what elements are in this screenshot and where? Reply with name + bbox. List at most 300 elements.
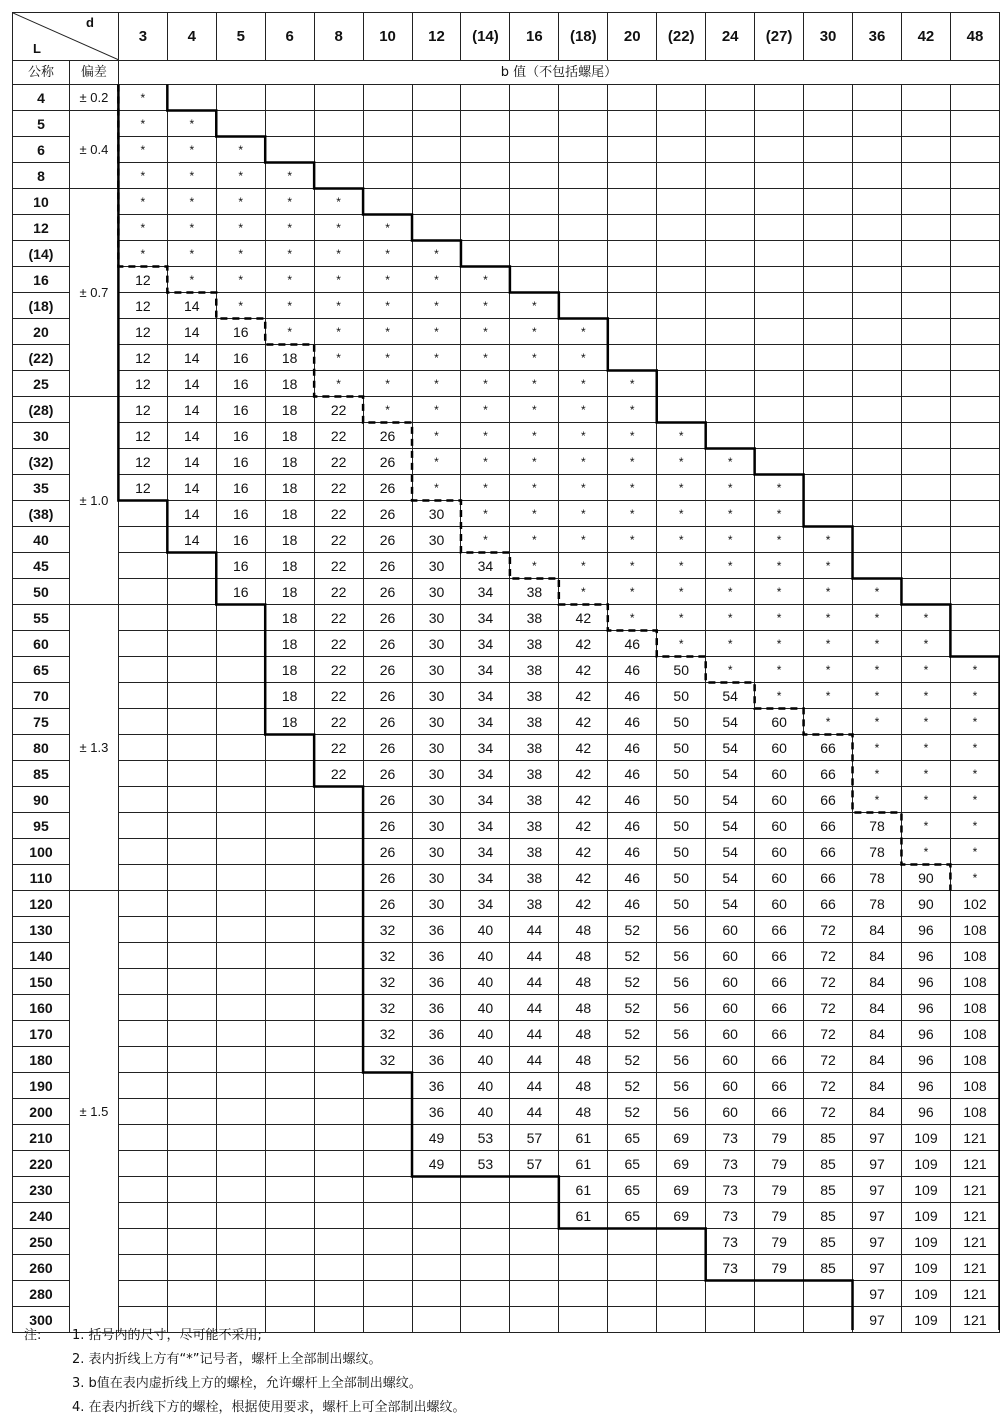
b-value-cell	[314, 1281, 363, 1307]
b-value-cell: 22	[314, 761, 363, 787]
b-value-cell	[559, 137, 608, 163]
b-value-cell	[804, 137, 853, 163]
b-value-cell: *	[657, 605, 706, 631]
b-value-cell	[461, 1307, 510, 1333]
b-value-cell	[314, 1125, 363, 1151]
b-value-cell	[608, 1229, 657, 1255]
b-value-cell: 18	[265, 553, 314, 579]
b-value-cell	[901, 397, 950, 423]
b-value-cell: *	[608, 579, 657, 605]
b-value-cell: 79	[755, 1151, 804, 1177]
b-value-cell	[657, 189, 706, 215]
b-value-cell	[363, 1281, 412, 1307]
b-value-cell	[216, 1177, 265, 1203]
table-row	[13, 293, 1000, 319]
b-value-cell: 30	[412, 813, 461, 839]
b-value-cell: 34	[461, 891, 510, 917]
b-value-cell	[118, 501, 167, 527]
b-value-cell: 38	[510, 865, 559, 891]
b-value-cell	[510, 111, 559, 137]
b-value-cell: 84	[853, 1073, 902, 1099]
b-value-cell	[265, 865, 314, 891]
b-value-cell: 38	[510, 657, 559, 683]
table-row	[13, 85, 1000, 111]
b-value-cell	[559, 1307, 608, 1333]
b-value-cell: *	[510, 553, 559, 579]
b-value-cell	[853, 267, 902, 293]
length-cell: 60	[13, 631, 70, 657]
length-cell: 20	[13, 319, 70, 345]
b-value-cell: 34	[461, 579, 510, 605]
b-value-cell	[853, 163, 902, 189]
length-cell: 150	[13, 969, 70, 995]
nominal-label: 公称	[13, 61, 70, 85]
b-value-cell: *	[265, 215, 314, 241]
b-value-cell	[314, 865, 363, 891]
length-cell: 300	[13, 1307, 70, 1333]
b-value-cell	[216, 995, 265, 1021]
b-value-cell: 66	[755, 995, 804, 1021]
b-value-cell: 65	[608, 1203, 657, 1229]
b-value-cell	[314, 995, 363, 1021]
b-value-cell: *	[510, 345, 559, 371]
length-cell: 10	[13, 189, 70, 215]
diameter-header-cell: 4	[167, 13, 216, 61]
b-value-cell: 42	[559, 865, 608, 891]
bolt-thread-length-table	[12, 12, 1000, 1333]
b-value-cell: 66	[804, 735, 853, 761]
b-value-cell: 60	[706, 1021, 755, 1047]
b-value-cell: 46	[608, 865, 657, 891]
b-value-cell	[118, 787, 167, 813]
b-value-cell	[510, 1229, 559, 1255]
b-value-cell: 34	[461, 735, 510, 761]
table-row	[13, 371, 1000, 397]
b-value-cell: 73	[706, 1255, 755, 1281]
b-value-cell: 46	[608, 839, 657, 865]
b-value-cell: 26	[363, 553, 412, 579]
b-value-cell: 48	[559, 1073, 608, 1099]
b-value-cell: *	[559, 475, 608, 501]
b-value-cell: *	[510, 449, 559, 475]
b-value-cell: 73	[706, 1125, 755, 1151]
length-cell: 5	[13, 111, 70, 137]
b-value-cell	[901, 319, 950, 345]
length-cell: 95	[13, 813, 70, 839]
b-value-cell	[901, 501, 950, 527]
b-value-cell: 18	[265, 631, 314, 657]
b-value-cell: 84	[853, 943, 902, 969]
b-value-cell	[265, 1151, 314, 1177]
b-value-cell: 57	[510, 1151, 559, 1177]
b-value-cell: *	[901, 605, 950, 631]
table-row	[13, 1099, 1000, 1125]
b-value-cell: 18	[265, 605, 314, 631]
b-value-cell: 34	[461, 839, 510, 865]
b-value-cell: 84	[853, 1099, 902, 1125]
b-value-cell	[167, 787, 216, 813]
b-value-cell: 16	[216, 449, 265, 475]
b-value-cell	[314, 1307, 363, 1333]
b-value-cell	[901, 527, 950, 553]
b-value-cell	[118, 1255, 167, 1281]
b-value-cell: 69	[657, 1125, 706, 1151]
b-value-cell	[657, 319, 706, 345]
b-value-cell: *	[216, 293, 265, 319]
b-value-cell	[853, 423, 902, 449]
b-value-cell: *	[657, 501, 706, 527]
b-value-cell	[510, 137, 559, 163]
b-value-cell: 30	[412, 787, 461, 813]
b-value-cell	[608, 215, 657, 241]
b-value-cell: *	[755, 553, 804, 579]
b-value-cell	[118, 631, 167, 657]
b-value-cell	[314, 137, 363, 163]
note-4: 4. 在表内折线下方的螺栓，根据使用要求，螺杆上可全部制出螺纹。	[72, 1400, 466, 1415]
b-value-cell: *	[559, 501, 608, 527]
b-value-cell: 54	[706, 761, 755, 787]
b-value-cell	[950, 293, 999, 319]
b-value-cell: *	[706, 553, 755, 579]
diameter-header-cell: 48	[950, 13, 999, 61]
b-value-cell: 22	[314, 579, 363, 605]
b-value-cell: 14	[167, 293, 216, 319]
b-value-cell: 85	[804, 1177, 853, 1203]
b-value-cell	[216, 657, 265, 683]
b-value-cell	[461, 215, 510, 241]
diameter-header-cell: 20	[608, 13, 657, 61]
diameter-header-cell: 12	[412, 13, 461, 61]
b-value-cell: 108	[950, 917, 999, 943]
b-value-cell	[265, 943, 314, 969]
b-value-cell	[265, 1021, 314, 1047]
table-row	[13, 943, 1000, 969]
b-value-cell: *	[559, 319, 608, 345]
b-value-cell	[804, 397, 853, 423]
b-value-cell: 109	[901, 1255, 950, 1281]
b-value-cell: 42	[559, 735, 608, 761]
b-value-cell	[804, 475, 853, 501]
table-row	[13, 241, 1000, 267]
b-value-cell: *	[265, 241, 314, 267]
b-value-cell	[265, 85, 314, 111]
b-value-cell: *	[510, 293, 559, 319]
b-value-cell: 16	[216, 501, 265, 527]
length-cell: 35	[13, 475, 70, 501]
b-value-cell	[265, 917, 314, 943]
b-value-cell: *	[901, 657, 950, 683]
b-value-cell	[314, 1229, 363, 1255]
b-value-cell: 18	[265, 449, 314, 475]
b-value-cell	[314, 943, 363, 969]
b-value-cell	[804, 1281, 853, 1307]
b-value-cell: 16	[216, 345, 265, 371]
b-value-cell: *	[363, 293, 412, 319]
b-value-cell: 42	[559, 605, 608, 631]
b-value-cell	[755, 215, 804, 241]
b-value-cell	[804, 85, 853, 111]
b-value-cell: 56	[657, 917, 706, 943]
b-value-cell: *	[167, 241, 216, 267]
b-value-cell: *	[412, 241, 461, 267]
b-value-cell	[167, 1255, 216, 1281]
b-value-cell: 16	[216, 553, 265, 579]
b-value-cell: 30	[412, 657, 461, 683]
b-value-cell	[216, 761, 265, 787]
b-value-cell	[167, 1229, 216, 1255]
b-value-cell: 79	[755, 1125, 804, 1151]
b-value-cell: 44	[510, 1047, 559, 1073]
b-value-cell	[901, 189, 950, 215]
length-cell: 16	[13, 267, 70, 293]
b-value-cell	[901, 293, 950, 319]
tolerance-cell: ± 0.7	[69, 189, 118, 397]
b-value-cell: 73	[706, 1177, 755, 1203]
b-value-cell: 38	[510, 579, 559, 605]
b-value-cell: 26	[363, 735, 412, 761]
b-value-cell	[950, 345, 999, 371]
table-row	[13, 995, 1000, 1021]
b-value-cell: *	[412, 267, 461, 293]
b-value-cell	[755, 267, 804, 293]
b-value-cell: 72	[804, 917, 853, 943]
b-value-cell	[167, 657, 216, 683]
b-value-cell: 22	[314, 657, 363, 683]
b-value-cell	[559, 1281, 608, 1307]
diameter-header-cell: 30	[804, 13, 853, 61]
b-value-cell: 90	[901, 891, 950, 917]
b-value-cell: 46	[608, 761, 657, 787]
b-value-cell	[657, 111, 706, 137]
b-value-cell: 48	[559, 917, 608, 943]
b-value-cell	[118, 839, 167, 865]
b-value-cell	[853, 527, 902, 553]
b-value-cell	[853, 137, 902, 163]
table-row	[13, 787, 1000, 813]
b-value-cell	[950, 501, 999, 527]
b-value-cell	[216, 1229, 265, 1255]
b-value-cell	[118, 761, 167, 787]
b-value-cell: 60	[755, 787, 804, 813]
b-value-cell	[804, 163, 853, 189]
table-row	[13, 1229, 1000, 1255]
b-value-cell	[118, 891, 167, 917]
b-value-cell: 52	[608, 995, 657, 1021]
b-value-cell: 38	[510, 709, 559, 735]
b-value-cell	[657, 1281, 706, 1307]
b-value-cell: 109	[901, 1203, 950, 1229]
length-cell: 250	[13, 1229, 70, 1255]
b-value-cell	[265, 1125, 314, 1151]
b-value-cell: 66	[804, 761, 853, 787]
b-value-cell	[167, 995, 216, 1021]
b-value-cell: 66	[755, 917, 804, 943]
b-value-cell: 44	[510, 1099, 559, 1125]
corner-l-label: L	[33, 41, 41, 56]
b-value-cell	[412, 1255, 461, 1281]
b-value-cell: *	[461, 267, 510, 293]
b-value-cell: 50	[657, 813, 706, 839]
b-value-cell: *	[461, 449, 510, 475]
b-value-cell: 84	[853, 1047, 902, 1073]
table-row	[13, 189, 1000, 215]
b-value-cell: *	[901, 787, 950, 813]
b-value-cell	[363, 189, 412, 215]
b-value-cell: 42	[559, 657, 608, 683]
b-value-cell	[461, 189, 510, 215]
length-cell: (32)	[13, 449, 70, 475]
b-value-cell: 42	[559, 787, 608, 813]
b-value-cell	[118, 735, 167, 761]
b-value-cell	[216, 917, 265, 943]
b-value-cell: 121	[950, 1125, 999, 1151]
b-value-cell: 50	[657, 891, 706, 917]
length-cell: (22)	[13, 345, 70, 371]
b-value-cell: *	[901, 761, 950, 787]
b-value-cell: 49	[412, 1125, 461, 1151]
b-value-cell: 46	[608, 813, 657, 839]
b-value-cell: 14	[167, 423, 216, 449]
b-value-cell: *	[118, 215, 167, 241]
b-value-cell: 52	[608, 1021, 657, 1047]
b-value-cell	[657, 215, 706, 241]
b-value-cell: 16	[216, 527, 265, 553]
b-value-cell	[608, 163, 657, 189]
table-row	[13, 1125, 1000, 1151]
b-value-cell: 78	[853, 865, 902, 891]
b-value-cell: 108	[950, 943, 999, 969]
b-value-cell: *	[314, 241, 363, 267]
b-value-cell: 30	[412, 579, 461, 605]
table-row	[13, 163, 1000, 189]
b-value-cell	[265, 969, 314, 995]
b-value-cell: 72	[804, 1099, 853, 1125]
table-row	[13, 501, 1000, 527]
b-value-cell: *	[853, 631, 902, 657]
b-value-cell	[804, 1307, 853, 1333]
b-value-cell: 97	[853, 1281, 902, 1307]
b-value-cell: *	[412, 371, 461, 397]
b-value-cell	[216, 1203, 265, 1229]
b-value-cell: *	[412, 475, 461, 501]
b-value-cell: *	[559, 397, 608, 423]
b-value-cell: 109	[901, 1307, 950, 1333]
b-value-cell	[510, 1281, 559, 1307]
length-cell: 70	[13, 683, 70, 709]
length-cell: 85	[13, 761, 70, 787]
b-value-cell: *	[314, 293, 363, 319]
b-value-cell: 56	[657, 969, 706, 995]
b-value-cell	[510, 1255, 559, 1281]
b-value-cell: 40	[461, 1021, 510, 1047]
b-value-cell: 60	[706, 995, 755, 1021]
b-value-cell: 66	[804, 813, 853, 839]
b-value-cell: 97	[853, 1177, 902, 1203]
b-value-cell: *	[412, 423, 461, 449]
b-value-cell: 60	[706, 943, 755, 969]
b-value-cell	[314, 787, 363, 813]
b-value-cell	[314, 1021, 363, 1047]
b-value-cell: 40	[461, 1099, 510, 1125]
b-value-cell: *	[657, 631, 706, 657]
b-value-cell	[755, 189, 804, 215]
b-value-cell: 40	[461, 1047, 510, 1073]
table-row	[13, 683, 1000, 709]
b-value-cell: *	[706, 605, 755, 631]
b-value-cell: 12	[118, 319, 167, 345]
b-value-cell: 14	[167, 449, 216, 475]
diameter-header-cell: 16	[510, 13, 559, 61]
b-value-cell	[608, 85, 657, 111]
diameter-header-cell: 5	[216, 13, 265, 61]
b-value-cell: 48	[559, 1021, 608, 1047]
b-value-cell: 72	[804, 995, 853, 1021]
b-value-cell: 44	[510, 969, 559, 995]
b-value-cell: 60	[755, 813, 804, 839]
length-cell: (38)	[13, 501, 70, 527]
b-value-cell: 60	[706, 1073, 755, 1099]
b-value-cell: 54	[706, 683, 755, 709]
b-value-cell	[706, 189, 755, 215]
b-value-cell	[265, 137, 314, 163]
b-value-cell	[901, 449, 950, 475]
b-value-cell: 38	[510, 787, 559, 813]
tolerance-cell: ± 1.5	[69, 891, 118, 1333]
b-value-cell: *	[608, 605, 657, 631]
b-value-cell	[853, 215, 902, 241]
b-value-cell: 12	[118, 423, 167, 449]
b-value-cell	[363, 1203, 412, 1229]
b-value-cell	[265, 1177, 314, 1203]
b-value-cell: 85	[804, 1125, 853, 1151]
b-value-cell	[804, 241, 853, 267]
b-value-cell	[216, 735, 265, 761]
b-value-cell: *	[167, 137, 216, 163]
b-value-cell: *	[510, 501, 559, 527]
b-value-cell: *	[608, 553, 657, 579]
b-value-cell	[118, 1151, 167, 1177]
b-value-cell	[559, 85, 608, 111]
b-value-cell: *	[559, 527, 608, 553]
b-value-cell: 12	[118, 475, 167, 501]
b-value-cell: 18	[265, 683, 314, 709]
b-value-cell	[265, 1255, 314, 1281]
b-value-cell: 16	[216, 579, 265, 605]
b-value-cell	[363, 1307, 412, 1333]
b-value-cell: 78	[853, 839, 902, 865]
b-value-cell	[706, 85, 755, 111]
b-value-cell	[804, 293, 853, 319]
b-value-cell: *	[118, 85, 167, 111]
b-value-cell	[314, 813, 363, 839]
b-value-cell: 72	[804, 1073, 853, 1099]
table-row	[13, 813, 1000, 839]
b-value-cell: 32	[363, 1047, 412, 1073]
b-value-cell	[706, 371, 755, 397]
table-row	[13, 1021, 1000, 1047]
b-value-cell: 26	[363, 423, 412, 449]
b-value-cell	[216, 1073, 265, 1099]
b-value-cell: *	[461, 371, 510, 397]
b-value-cell: 22	[314, 527, 363, 553]
length-cell: 75	[13, 709, 70, 735]
b-value-cell	[901, 553, 950, 579]
length-cell: 170	[13, 1021, 70, 1047]
b-value-cell	[167, 579, 216, 605]
b-value-cell	[118, 1073, 167, 1099]
b-value-cell	[657, 163, 706, 189]
b-value-cell: *	[216, 241, 265, 267]
